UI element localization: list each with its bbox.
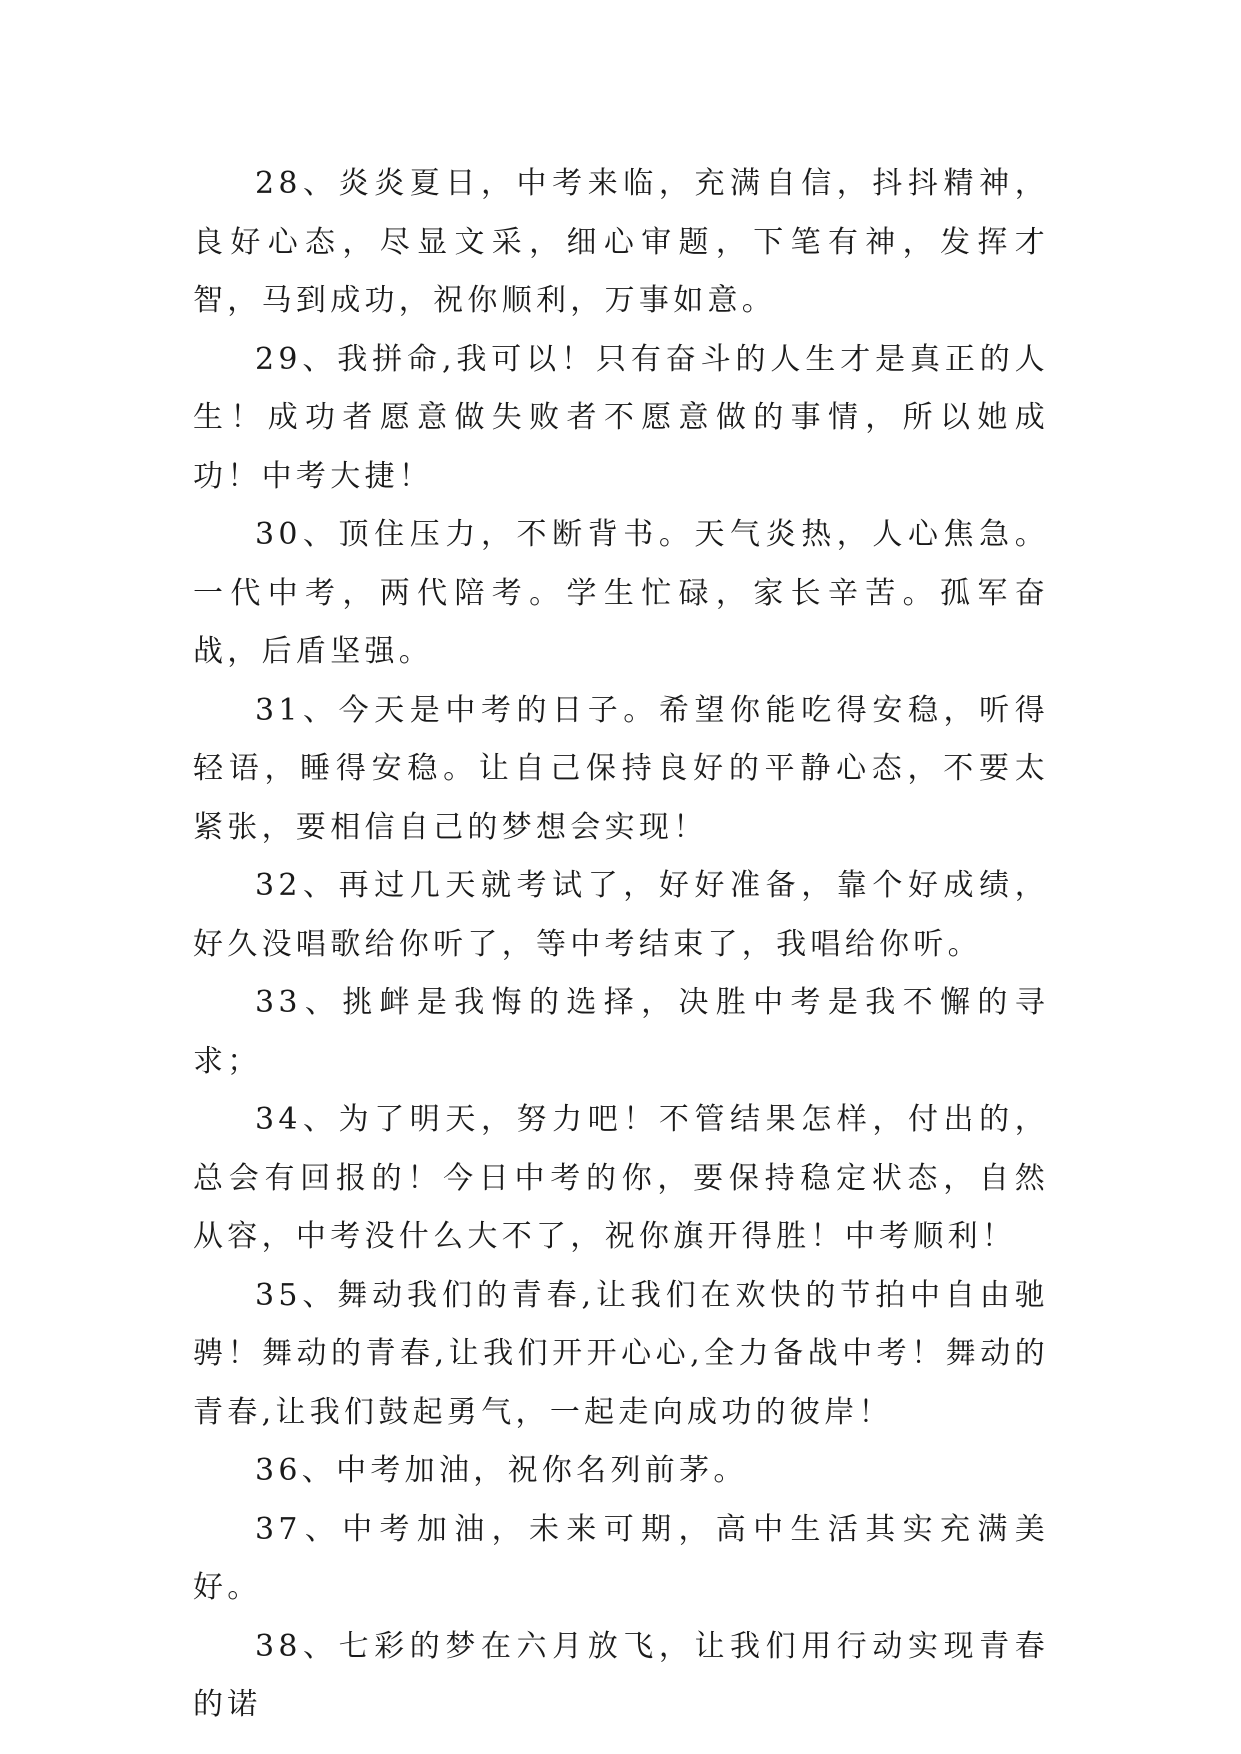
paragraph-34: 34、为了明天，努力吧！不管结果怎样，付出的，总会有回报的！今日中考的你，要保持稳定状态，自然从容，中考没什么大不了，祝你旗开得胜！中考顺利！ [193,1102,1049,1254]
paragraph-35: 35、舞动我们的青春,让我们在欢快的节拍中自由驰骋！舞动的青春,让我们开开心心,全力备战中考！舞动的青春,让我们鼓起勇气，一起走向成功的彼岸！ [193,1277,1049,1430]
paragraph-32: 32、再过几天就考试了，好好准备，靠个好成绩，好久没唱歌给你听了，等中考结束了，我唱给你听。 [193,868,1049,962]
paragraph-31: 31、今天是中考的日子。希望你能吃得安稳，听得轻语，睡得安稳。让自己保持良好的平静心态，不要太紧张，要相信自己的梦想会实现！ [193,692,1049,845]
document-body [193,155,1049,1735]
paragraph-37: 37、中考加油，未来可期，高中生活其实充满美好。 [193,1511,1049,1605]
paragraph-30: 30、顶住压力，不断背书。天气炎热，人心焦急。一代中考，两代陪考。学生忙碌，家长辛苦。孤军奋战，后盾坚强。 [193,517,1049,669]
paragraph-33: 33、挑衅是我悔的选择，决胜中考是我不懈的寻求； [193,985,1049,1079]
paragraph-28: 28、炎炎夏日，中考来临，充满自信，抖抖精神，良好心态，尽显文采，细心审题，下笔有神，发挥才智，马到成功，祝你顺利，万事如意。 [193,166,1049,318]
paragraph-29: 29、我拼命,我可以！只有奋斗的人生才是真正的人生！成功者愿意做失败者不愿意做的事情，所以她成功！中考大捷！ [193,341,1049,494]
paragraph-36: 36、中考加油，祝你名列前茅。 [255,1453,748,1488]
paragraph-38: 38、七彩的梦在六月放飞，让我们用行动实现青春的诺 [193,1628,1049,1722]
